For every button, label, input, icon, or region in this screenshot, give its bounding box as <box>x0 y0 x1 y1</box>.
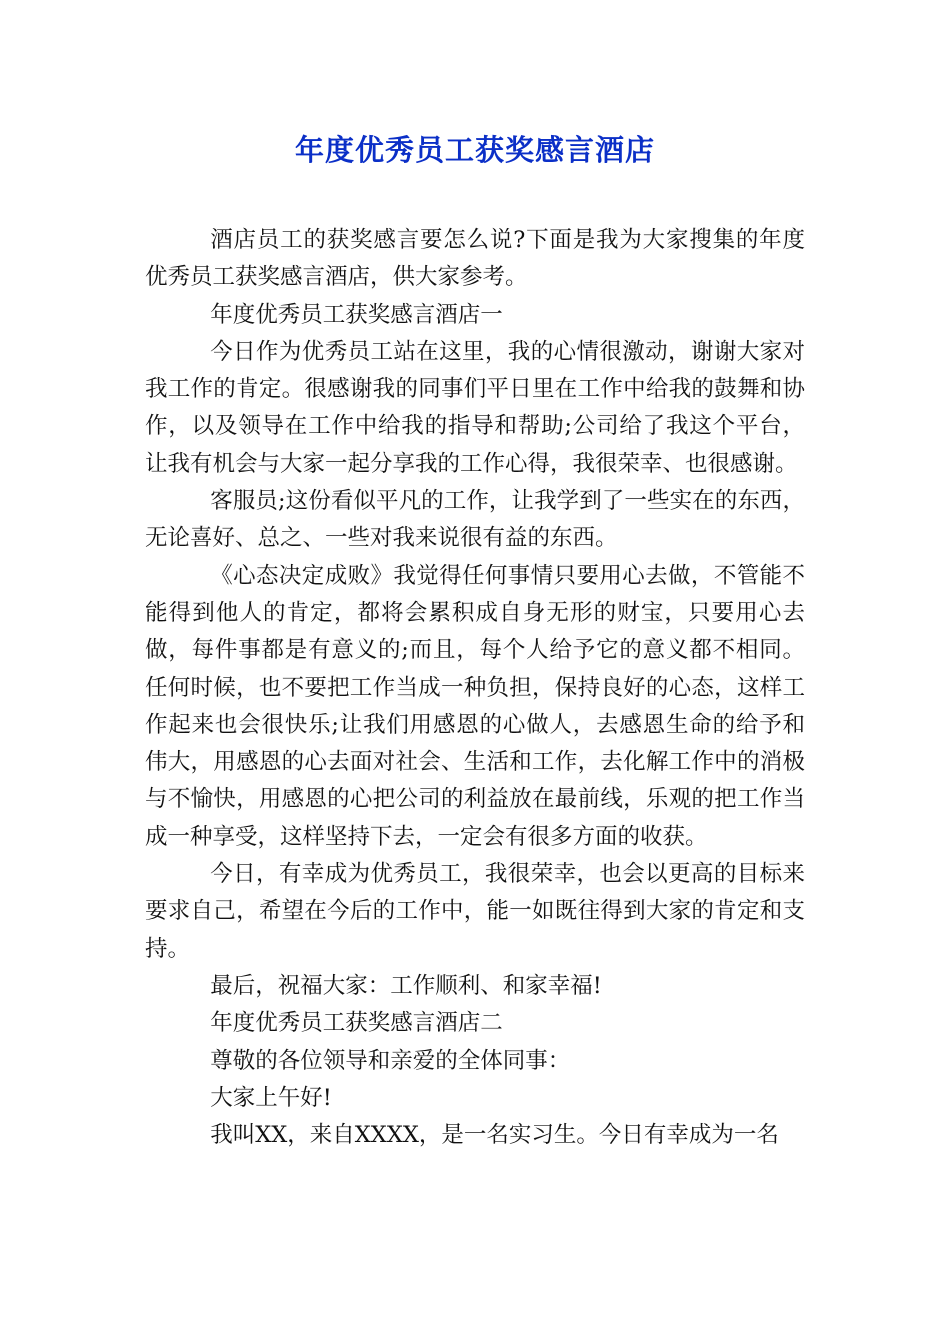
section-heading-2: 年度优秀员工获奖感言酒店二 <box>210 1010 503 1037</box>
body-paragraph: 最后，祝福大家：工作顺利、和家幸福! <box>210 972 602 999</box>
document-title: 年度优秀员工获奖感言酒店 <box>294 133 655 167</box>
document-body <box>145 222 805 1154</box>
section-heading-1: 年度优秀员工获奖感言酒店一 <box>210 301 503 328</box>
salutation: 尊敬的各位领导和亲爱的全体同事： <box>210 1047 571 1074</box>
body-paragraph: 《心态决定成败》我觉得任何事情只要用心去做，不管能不能得到他人的肯定，都将会累积成自身无形的财宝，只要用心去做，每件事都是有意义的;而且，每个人给予它的意义都不相同。任何时候，也不要把工作当成一种负担，保持良好的心态，这样工作起来也会很快乐;让我们用感恩的心做人，去感恩生命的给予和伟大，用感恩的心去面对社会、生活和工作，去化解工作中的消极与不愉快，用感恩的心把公司的利益放在最前线，乐观的把工作当成一种享受，这样坚持下去，一定会有很多方面的收获。 <box>145 562 805 850</box>
body-paragraph: 我叫XX，来自XXXX，是一名实习生。今日有幸成为一名 <box>210 1122 779 1149</box>
body-paragraph: 客服员;这份看似平凡的工作，让我学到了一些实在的东西，无论喜好、总之、一些对我来说很有益的东西。 <box>145 488 805 552</box>
body-paragraph: 今日，有幸成为优秀员工，我很荣幸，也会以更高的目标来要求自己，希望在今后的工作中，能一如既往得到大家的肯定和支持。 <box>145 861 805 962</box>
body-paragraph: 今日作为优秀员工站在这里，我的心情很激动，谢谢大家对我工作的肯定。很感谢我的同事们平日里在工作中给我的鼓舞和协作，以及领导在工作中给我的指导和帮助;公司给了我这个平台，让我有机会与大家一起分享我的工作心得，我很荣幸、也很感谢。 <box>145 338 805 477</box>
greeting: 大家上午好! <box>210 1084 332 1111</box>
intro-paragraph: 酒店员工的获奖感言要怎么说?下面是我为大家搜集的年度优秀员工获奖感言酒店，供大家参考。 <box>145 227 805 291</box>
